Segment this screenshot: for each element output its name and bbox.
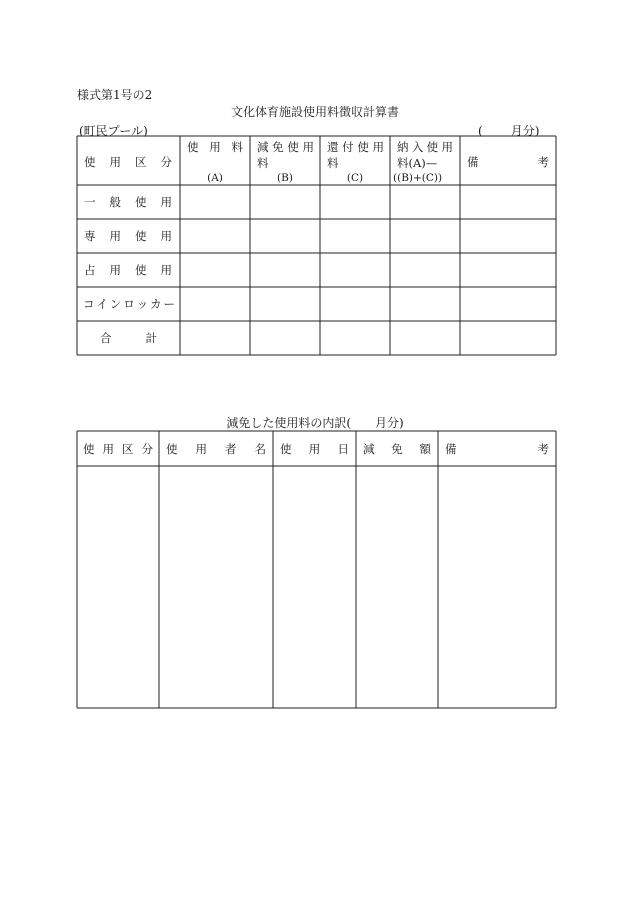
- header-char: 区: [122, 442, 134, 456]
- row-char: イ: [96, 297, 108, 311]
- month-suffix: 月分): [510, 124, 540, 138]
- row-label-occupancy: [84, 262, 172, 278]
- header-paid-line2: 料(A)—: [397, 156, 438, 170]
- row-char: 用: [160, 195, 172, 209]
- header-char: 料: [231, 140, 243, 154]
- header-char: 備: [445, 442, 457, 456]
- t2-header-category: [83, 441, 153, 457]
- row-char: ロ: [123, 297, 135, 311]
- header-refund-c: [327, 139, 384, 155]
- header-char: 使: [280, 442, 292, 456]
- header-char: 使: [357, 140, 369, 154]
- header-char: 用: [102, 442, 114, 456]
- header-category-char: 用: [109, 155, 121, 169]
- header-char: 免: [391, 442, 403, 456]
- row-char: 合: [100, 331, 112, 345]
- header-char: 用: [441, 140, 453, 154]
- document-title: 文化体育施設使用料徴収計算書: [230, 105, 399, 119]
- header-char: 使: [166, 442, 178, 456]
- header-char: 備: [467, 155, 479, 169]
- header-category: [84, 154, 172, 170]
- header-fee-a: [187, 139, 243, 155]
- row-char: ン: [109, 297, 122, 311]
- header-category-char: 分: [160, 155, 172, 169]
- header-char: 日: [337, 442, 349, 456]
- t2-header-reduction-amount: [363, 441, 431, 457]
- header-char: 使: [187, 140, 199, 154]
- row-char: 専: [84, 229, 96, 243]
- row-char: 一: [84, 195, 96, 209]
- header-paid: [397, 139, 453, 155]
- header-char: 用: [308, 442, 321, 456]
- row-char: 使: [135, 229, 147, 243]
- header-char: 用: [195, 442, 207, 456]
- header-char: 者: [225, 442, 237, 456]
- row-char: 計: [145, 331, 157, 345]
- header-char: 免: [272, 140, 284, 154]
- header-char: 考: [537, 442, 549, 456]
- header-fee-a-mark: (A): [207, 172, 223, 184]
- row-char: 用: [109, 229, 121, 243]
- header-char: 名: [254, 442, 266, 456]
- t2-header-user-name: [166, 441, 266, 457]
- header-char: 用: [372, 140, 384, 154]
- header-char: 還: [327, 140, 339, 154]
- header-char: 考: [537, 155, 549, 169]
- row-label-general: [84, 194, 172, 210]
- month-open-paren: (: [478, 124, 483, 138]
- reduction-breakdown-title: 減免した使用料の内訳( 月分): [226, 416, 404, 430]
- row-label-exclusive: [84, 228, 172, 244]
- header-char: 使: [426, 140, 439, 154]
- t2-header-use-date: [280, 441, 349, 457]
- form-number: 様式第1号の2: [77, 88, 153, 102]
- header-paid-line3: ((B)+(C)): [393, 172, 443, 184]
- row-char: ー: [163, 297, 175, 311]
- row-char: 使: [135, 263, 147, 277]
- row-char: カ: [150, 297, 162, 311]
- row-char: 般: [109, 195, 121, 209]
- row-char: 用: [160, 263, 172, 277]
- row-char: ッ: [136, 297, 149, 311]
- header-char: 額: [419, 442, 431, 456]
- header-char: 使: [83, 442, 95, 456]
- header-char: 付: [342, 140, 354, 154]
- row-char: 用: [109, 263, 121, 277]
- header-reduced-b: [257, 139, 314, 155]
- header-remarks: [467, 154, 549, 170]
- header-reduced-b-mark: (B): [277, 172, 293, 184]
- header-refund-c-mark: (C): [346, 172, 364, 184]
- header-reduced-b-line2: 料: [257, 156, 269, 170]
- header-char: 用: [302, 140, 314, 154]
- row-char: コ: [83, 297, 95, 311]
- header-char: 減: [257, 140, 269, 154]
- header-category-char: 使: [84, 155, 96, 169]
- t2-header-remarks: [445, 441, 549, 457]
- row-char: 使: [135, 195, 147, 209]
- header-char: 使: [287, 140, 299, 154]
- header-char: 分: [141, 442, 153, 456]
- header-char: 減: [363, 442, 375, 456]
- header-refund-c-line2: 料: [327, 156, 339, 170]
- row-char: 用: [160, 229, 172, 243]
- facility-label: (町民プール): [79, 124, 148, 138]
- row-label-coin-locker: [83, 296, 175, 312]
- row-char: 占: [84, 263, 96, 277]
- header-category-char: 区: [135, 155, 147, 169]
- header-char: 入: [411, 140, 424, 154]
- row-label-total: [100, 330, 157, 346]
- header-char: 納: [397, 140, 409, 154]
- header-char: 用: [209, 140, 221, 154]
